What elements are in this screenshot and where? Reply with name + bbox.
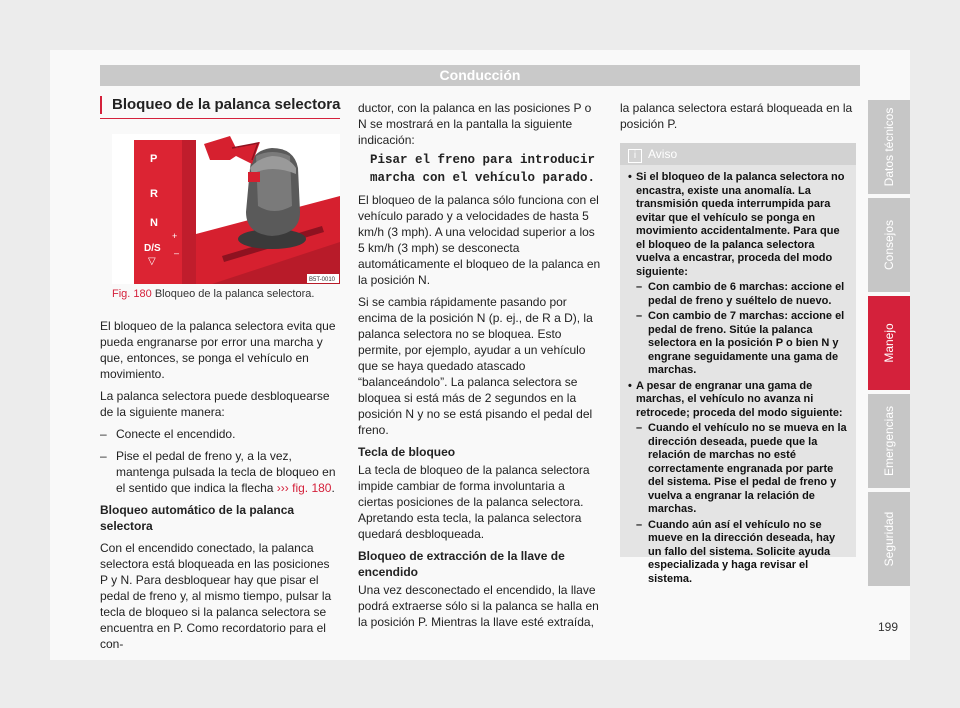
paragraph: La tecla de bloqueo de la palanca selectora impide cambiar de forma involuntaria a ciertas posiciones de la palanca selectora. Apretando esta tecla, la palanca selectora quedará desbloqueada. xyxy=(358,463,590,541)
tab-consejos[interactable]: Consejos xyxy=(868,198,910,292)
paragraph: Una vez desconectado el encendido, la llave podrá extraerse sólo si la palanca se halla en la posición P. Mientras la llave esté extraída, xyxy=(358,583,599,629)
subheading: Bloqueo de extracción de la llave de encendido xyxy=(358,549,565,579)
tab-emergencias[interactable]: Emergencias xyxy=(868,394,910,488)
tab-manejo[interactable]: Manejo xyxy=(868,296,910,390)
paragraph: ductor, con la palanca en las posiciones P o N se mostrará en la pantalla la siguiente indicación: xyxy=(358,101,592,147)
gear-label-ds: D/S xyxy=(144,243,161,254)
gear-label-p: P xyxy=(150,153,158,165)
info-icon: i xyxy=(628,149,642,163)
notice-body xyxy=(620,165,856,586)
section-divider xyxy=(100,118,340,119)
gear-selector-figure xyxy=(112,134,340,284)
tiptronic-minus: – xyxy=(174,248,180,258)
subheading: Tecla de bloqueo xyxy=(358,445,456,459)
tiptronic-plus: + xyxy=(172,231,178,241)
notice-bullet: • Si el bloqueo de la palanca selectora no encastra, existe una anomalía. La transmisión queda interrumpida para evitar que el vehículo se ponga en movimiento accidentalmente. Para que el bloqueo de la palanca selectora vuelva a encastrar, proceda del modo siguiente: xyxy=(628,171,845,278)
paragraph: El bloqueo de la palanca sólo funciona con el vehículo parado y a velocidades de hasta 5 km/h (3 mph). A una velocidad superior a los 5 km/h (3 mph) se desconecta automáticamente el bloqueo de la palanca en la posición N. xyxy=(358,193,601,287)
figure-caption xyxy=(112,288,352,300)
column-1 xyxy=(100,318,340,658)
figure-caption-text: Bloqueo de la palanca selectora. xyxy=(154,288,315,300)
display-message-line-1: Pisar el freno para introducir xyxy=(370,153,596,167)
figure-link[interactable]: ››› fig. 180 xyxy=(276,481,332,495)
paragraph: la palanca selectora estará bloqueada en la posición P. xyxy=(620,101,853,131)
figure-number: Fig. 180 xyxy=(112,288,152,300)
gear-label-down: ▽ xyxy=(148,256,156,267)
notice-box xyxy=(620,143,856,585)
paragraph: Si se cambia rápidamente pasando por encima de la posición N (p. ej., de R a D), la palanca selectora no se bloquea. Esto permite, por ejemplo, ayudar a un vehículo que se haya quedado atascado “balanceándolo”. La palanca selectora se bloquea si está más de 2 segundos en la posición N y no se está pisando el pedal del freno. xyxy=(358,295,593,437)
section-title: Bloqueo de la palanca selectora xyxy=(100,96,352,114)
page-number: 199 xyxy=(878,620,899,634)
notice-subitem: – Con cambio de 6 marchas: accione el pedal de freno y suéltelo de nuevo. xyxy=(636,281,845,307)
column-2 xyxy=(358,100,602,636)
gear-lever-illustration xyxy=(112,134,340,284)
paragraph: El bloqueo de la palanca selectora evita que pueda engranarse por error una marcha y que, entonces, se ponga el vehículo en movimiento. xyxy=(100,319,336,381)
notice-subitem: – Con cambio de 7 marchas: accione el pedal de freno. Sitúe la palanca selectora en la posición P o bien N y engrane seguidamente una gama de marchas. xyxy=(636,310,845,376)
paragraph: La palanca selectora puede desbloquearse de la siguiente manera: xyxy=(100,389,330,419)
gear-label-n: N xyxy=(150,217,158,229)
display-message-line-2: marcha con el vehículo parado. xyxy=(370,171,596,185)
tab-seguridad[interactable]: Seguridad xyxy=(868,492,910,586)
paragraph: Con el encendido conectado, la palanca selectora está bloqueada en las posiciones P y N. Para desbloquear hay que pisar el pedal de freno y, al mismo tiempo, pulsar la tecla de bloqueo si la palanca selectora se encuentra en P. Como recordatorio para el con- xyxy=(100,541,332,651)
notice-header: i Aviso xyxy=(620,143,856,165)
list-item: – Conecte el encendido. xyxy=(100,427,236,441)
tab-datos-tecnicos[interactable]: Datos técnicos xyxy=(868,100,910,194)
notice-bullet: • A pesar de engranar una gama de marchas, el vehículo no avanza ni retrocede; proceda del modo siguiente: xyxy=(628,379,843,419)
figure-code: B5T-0010 xyxy=(309,277,336,283)
notice-subitem: – Cuando aún así el vehículo no se mueve en la dirección deseada, hay un fallo del sistema. Solicite ayuda especializada y haga revisar el sistema. xyxy=(636,518,836,585)
gear-label-r: R xyxy=(150,188,158,200)
chapter-header: Conducción xyxy=(100,65,860,86)
list-item: – Pise el pedal de freno y, a la vez, mantenga pulsada la tecla de bloqueo en el sentido que indica la flecha ››› fig. 180. xyxy=(100,449,336,495)
column-3 xyxy=(620,100,856,138)
notice-subitem: – Cuando el vehículo no se mueva en la dirección deseada, puede que la relación de marchas no esté correctamente engranada por parte del sistema. Pise el pedal de freno y vuelva a engranar la relación de marchas. xyxy=(636,422,847,515)
subheading: Bloqueo automático de la palanca selectora xyxy=(100,503,295,533)
